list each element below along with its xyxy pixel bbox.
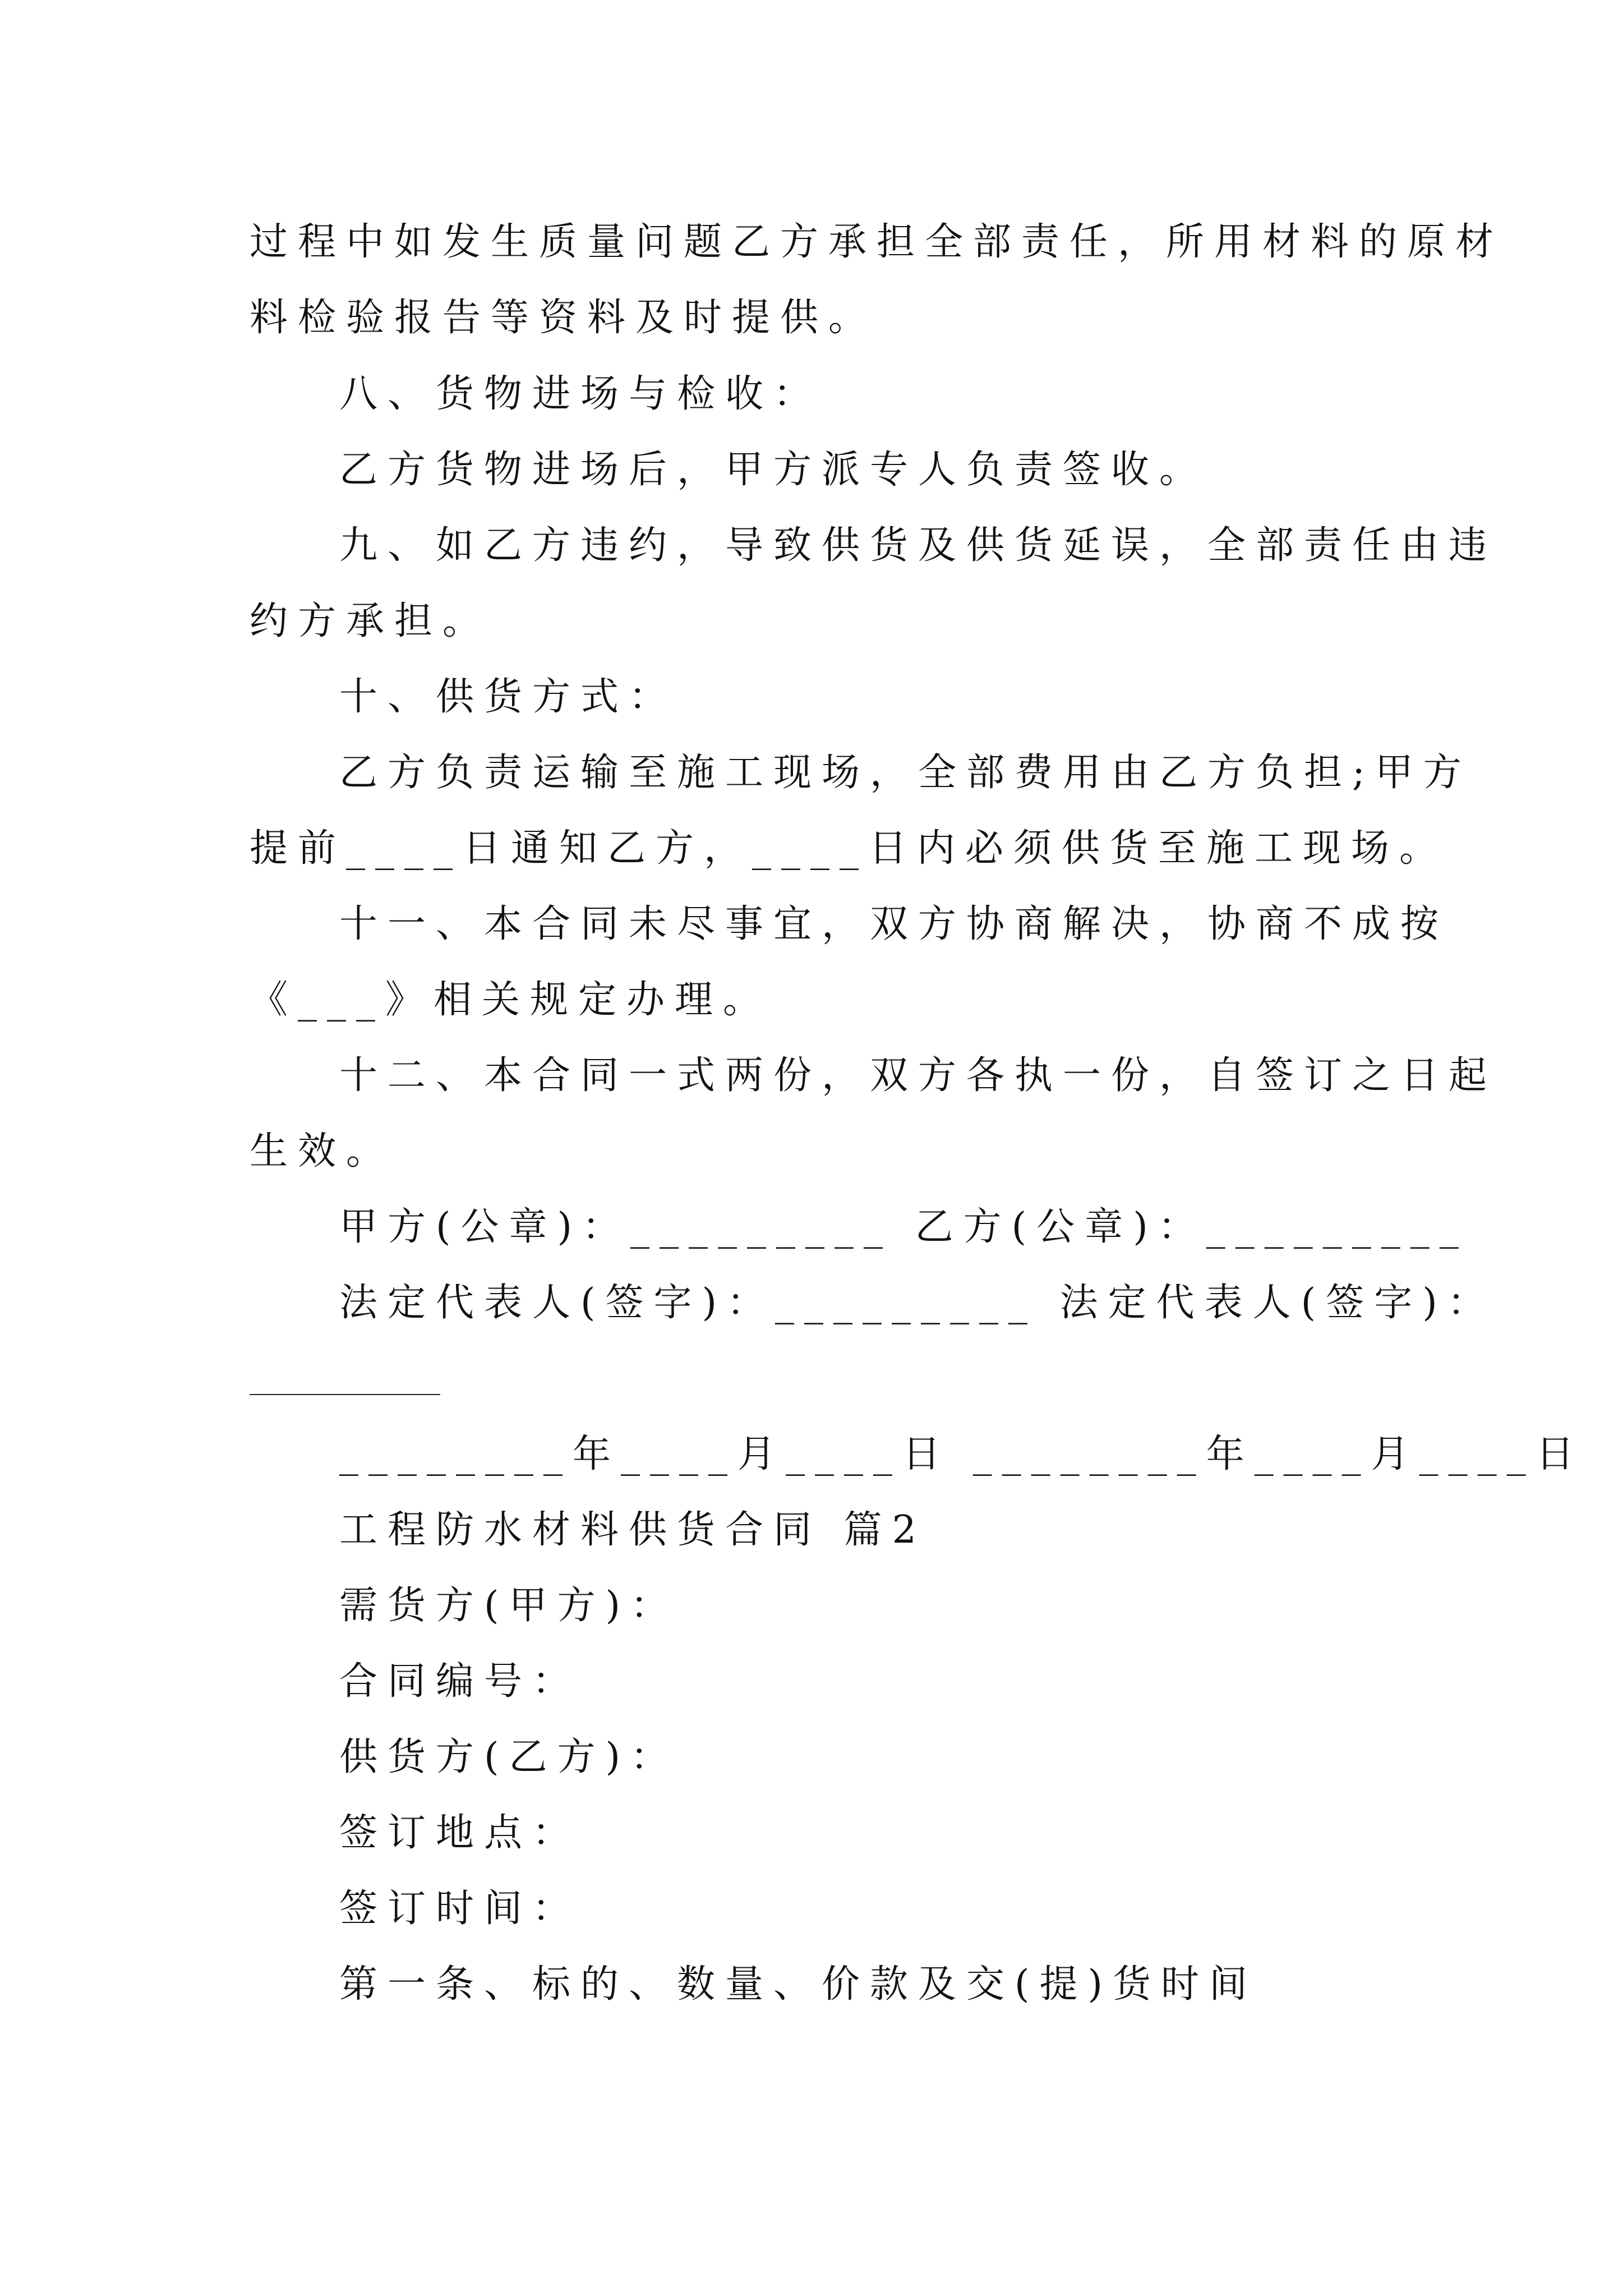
paragraph-line: 九、如乙方违约，导致供货及供货延误，全部责任由违 <box>339 523 1497 568</box>
paragraph-line: 乙方负责运输至施工现场，全部费用由乙方负担;甲方 <box>339 751 1472 795</box>
paragraph-line: 约方承担。 <box>250 599 491 643</box>
paragraph-line: 提前____日通知乙方，____日内必须供货至施工现场。 <box>250 826 1448 871</box>
section-heading: 十、供货方式： <box>339 675 677 719</box>
paragraph-line: 十二、本合同一式两份，双方各执一份，自签订之日起 <box>339 1053 1497 1098</box>
paragraph-line: 料检验报告等资料及时提供。 <box>250 296 877 340</box>
field-label: 签订地点： <box>339 1811 581 1855</box>
field-label: 签订时间： <box>339 1887 581 1931</box>
field-label: 供货方(乙方)： <box>339 1735 679 1779</box>
paragraph-line: 生效。 <box>250 1129 395 1174</box>
paragraph-line: 乙方货物进场后，甲方派专人负责签收。 <box>339 448 1208 492</box>
signature-line-representative: 法定代表人(签字)：_________ 法定代表人(签字)： <box>339 1281 1496 1325</box>
section-heading: 八、货物进场与检收： <box>339 372 822 416</box>
signature-line-party: 甲方(公章)：_________ 乙方(公章)：_________ <box>339 1205 1469 1249</box>
document-title: 工程防水材料供货合同 篇2 <box>339 1508 926 1552</box>
paragraph-line: 十一、本合同未尽事宜，双方协商解决，协商不成按 <box>339 902 1449 946</box>
date-line: ________年____月____日 ________年____月____日 <box>339 1432 1584 1476</box>
field-label: 需货方(甲方)： <box>339 1584 679 1628</box>
paragraph-line: 《___》相关规定办理。 <box>250 978 772 1022</box>
section-heading: 第一条、标的、数量、价款及交(提)货时间 <box>339 1962 1258 2007</box>
paragraph-line: 过程中如发生质量问题乙方承担全部责任，所用材料的原材 <box>250 220 1504 264</box>
signature-blank <box>250 1394 440 1395</box>
field-label: 合同编号： <box>339 1659 581 1704</box>
